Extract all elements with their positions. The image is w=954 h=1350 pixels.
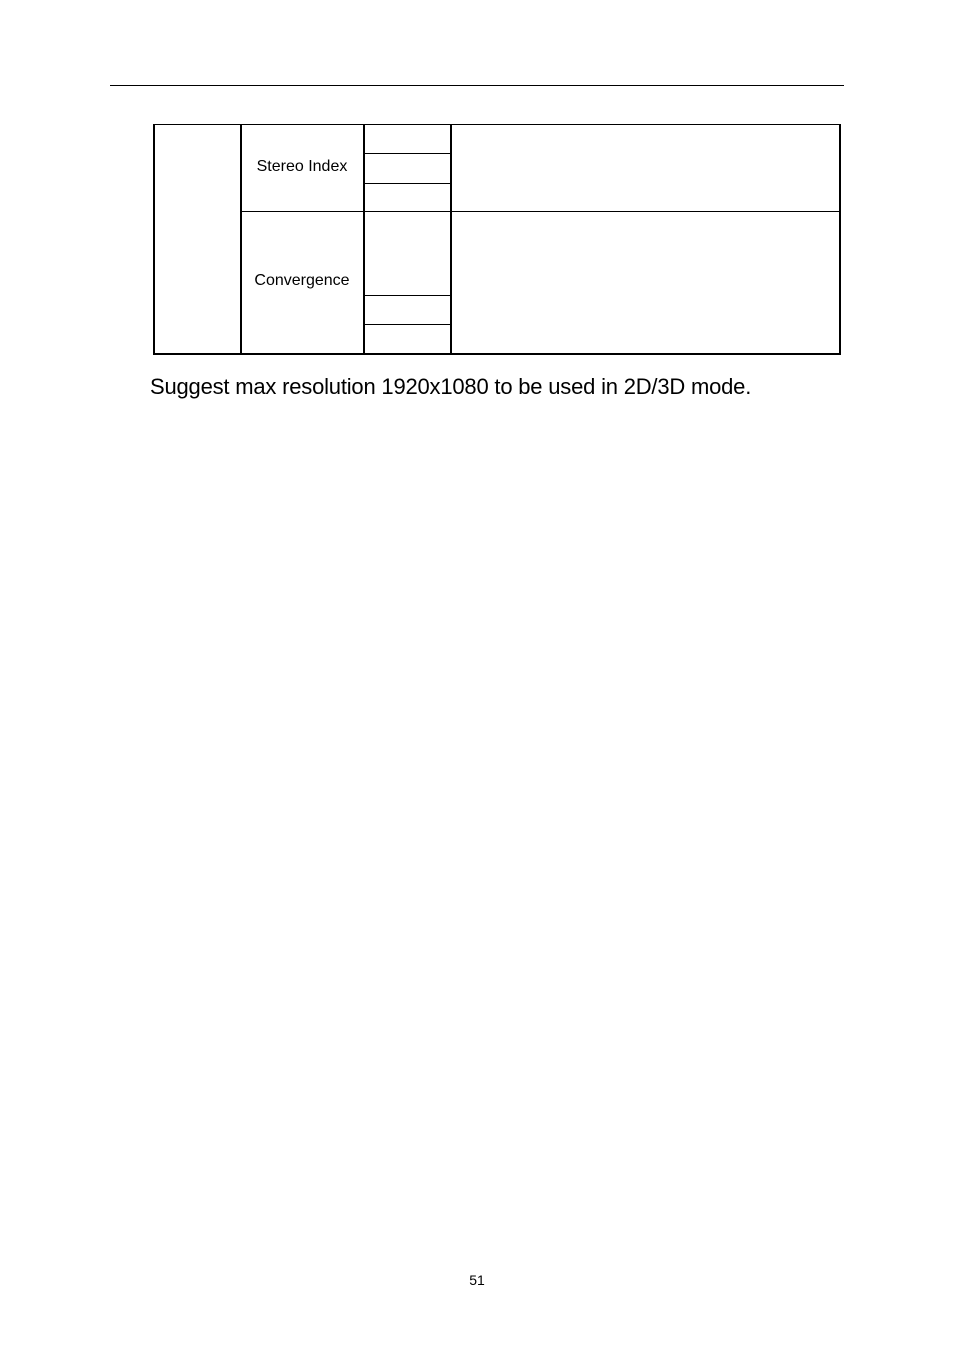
resolution-note: Suggest max resolution 1920x1080 to be used in 2D/3D mode. [150,374,752,399]
header-rule [110,85,844,86]
convergence-label: Convergence [254,272,350,289]
row-divider [240,211,841,213]
value-cell-divider [363,183,451,184]
value-cell-divider [363,324,451,325]
column-divider-3 [450,125,452,354]
value-cell-divider [363,295,451,296]
column-divider-2 [363,125,365,354]
value-cell-divider [363,153,451,154]
settings-table [153,124,841,355]
page-number: 51 [469,1272,485,1288]
stereo-index-label: Stereo Index [256,158,348,175]
